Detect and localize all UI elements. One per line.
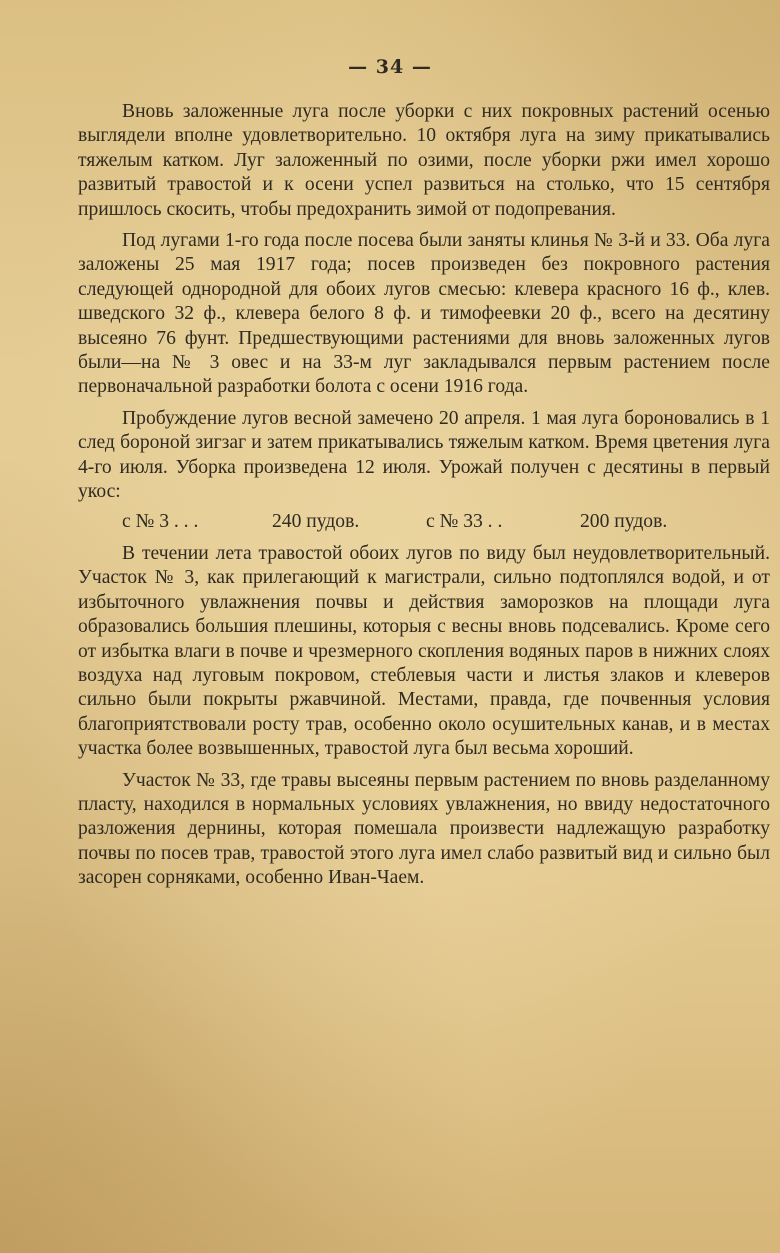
yield-figures <box>78 510 770 534</box>
paragraph-summer-condition: В течении лета травостой обоих лугов по виду был неудовлетворительный. Участок № 3, как прилегающий к магистрали, сильно подтоплялся водой, и от избыточного увлажнения почвы и действия заморозков на площади луга образовались большия плешины, которыя с весны вновь подсевались. Кроме сего от избытка влаги в почве и чрезмерного скопления водяных паров в нижних слоях воздуха над луговым покровом, стеблевыя части и листья злаков и клеверов сильно были покрыты ржавчиной. Местами, правда, где почвенныя условия благоприятствовали росту трав, особенно около осушительных канав, и в местах участка более возвышенных, травостой луга был весьма хороший. <box>78 542 770 760</box>
yield-plot-33-label: с № 33 . . <box>426 510 503 532</box>
page-number: — 34 — <box>348 56 432 78</box>
body-text <box>78 100 770 898</box>
paragraph-plot-33: Участок № 33, где травы высеяны первым растением по вновь разделанному пласту, находился в нормальных условиях увлажнения, но ввиду недостаточного разложения дернины, которая помешала произвести надлежащую разработку почвы по посев трав, травостой этого луга имел слабо развитый вид и сильно был засорен сорняками, особенно Иван-Чаем. <box>78 769 770 889</box>
yield-plot-3-value: 240 пудов. <box>272 510 360 532</box>
yield-plot-33-value: 200 пудов. <box>580 510 668 532</box>
paragraph-first-year-meadows: Под лугами 1-го года после посева были заняты клинья № 3-й и 33. Оба луга заложены 25 мая 1917 года; посев произведен без покровного растения следующей однородной для обоих лугов смесью: клевера красного 16 ф., клев. шведского 32 ф., клевера белого 8 ф. и тимофеевки 20 ф., всего на десятину высеяно 76 фунт. Предшествующими растениями для вновь заложенных лугов были—на № 3 овес и на 33-м луг закладывался первым растением после первоначальной разработки болота с осени 1916 года. <box>78 230 770 398</box>
yield-plot-3-label: с № 3 . . . <box>122 510 199 532</box>
paragraph-new-meadows: Вновь заложенные луга после уборки с них покровных растений осенью выглядели вполне удовлетворительно. 10 октября луга на зиму прикатывались тяжелым катком. Луг заложенный по озими, после уборки ржи имел хорошо развитый травостой и к осени успел развиться на столько, что 15 сентября пришлось скосить, чтобы предохранить зимой от подопревания. <box>78 101 770 220</box>
paragraph-spring-awakening: Пробуждение лугов весной замечено 20 апреля. 1 мая луга бороновались в 1 след бороной зигзаг и затем прикатывались тяжелым катком. Время цветения луга 4-го июля. Уборка произведена 12 июля. Урожай получен с десятины в первый укос: <box>78 407 770 503</box>
